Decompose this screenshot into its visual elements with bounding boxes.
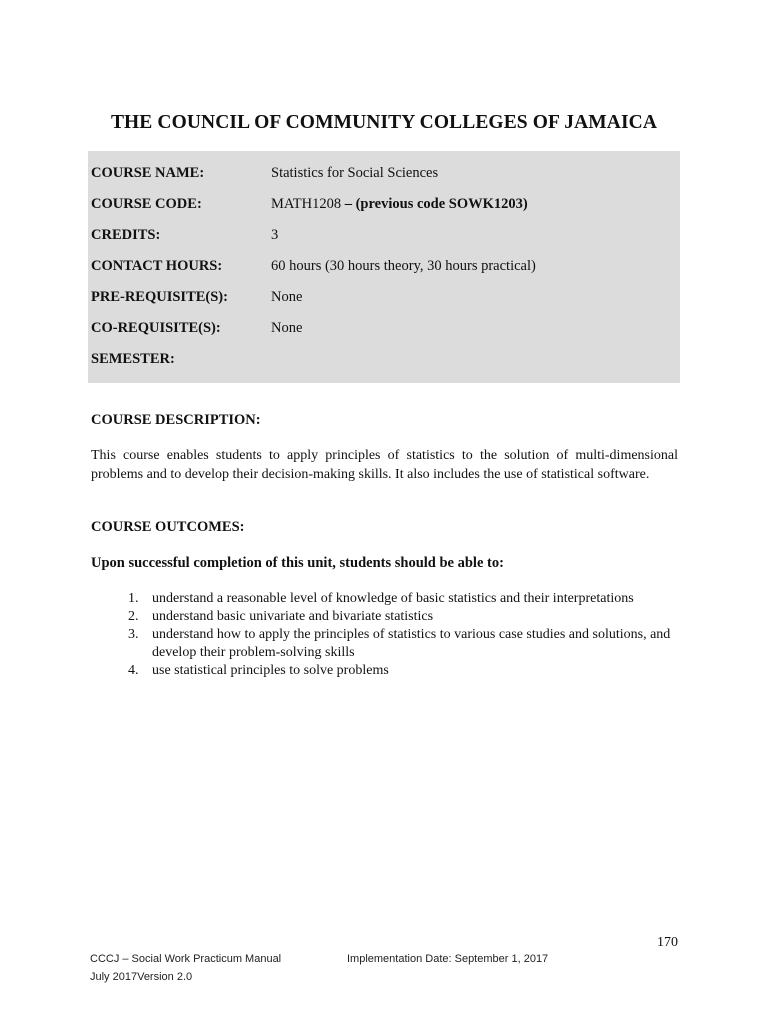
list-item [91, 590, 691, 608]
outcomes-lead: Upon successful completion of this unit, students should be able to: [91, 555, 504, 571]
course-description-text: This course enables students to apply principles of statistics to the solution of multi-dimensional problems and to develop their decision-making skills. It also includes the use of statistical software. [91, 448, 678, 482]
course-name-value: Statistics for Social Sciences [271, 165, 439, 181]
prerequisites-label: PRE-REQUISITE(S): [91, 289, 228, 305]
list-item-text: use statistical principles to solve problems [152, 663, 389, 678]
footer-manual: CCCJ – Social Work Practicum Manual [90, 953, 282, 965]
corequisites-label: CO-REQUISITE(S): [91, 320, 221, 336]
course-code-label: COURSE CODE: [91, 196, 202, 212]
page-number: 170 [657, 935, 678, 950]
list-item-number: 4. [128, 663, 139, 678]
outcomes-list [91, 590, 691, 680]
list-item-text: understand basic univariate and bivariate statistics [152, 609, 434, 624]
contact-hours-value: 60 hours (30 hours theory, 30 hours practical) [271, 258, 536, 274]
list-item [91, 608, 691, 626]
footer-implementation-date: Implementation Date: September 1, 2017 [347, 953, 549, 965]
course-code-value: MATH1208 [271, 196, 342, 212]
list-item-number: 2. [128, 609, 139, 624]
corequisites-value: None [271, 320, 303, 336]
semester-label: SEMESTER: [91, 351, 175, 367]
footer-version: July 2017Version 2.0 [90, 971, 193, 983]
course-outcomes-heading: COURSE OUTCOMES: [91, 519, 245, 535]
credits-label: CREDITS: [91, 227, 161, 243]
list-item-text: understand a reasonable level of knowledge of basic statistics and their interpretations [152, 591, 634, 606]
course-code-previous: – (previous code SOWK1203) [341, 196, 528, 212]
contact-hours-label: CONTACT HOURS: [91, 258, 223, 274]
course-name-label: COURSE NAME: [91, 165, 205, 181]
credits-value: 3 [271, 227, 279, 243]
prerequisites-value: None [271, 289, 303, 305]
list-item-number: 1. [128, 591, 139, 606]
list-item [91, 626, 691, 662]
document-title: THE COUNCIL OF COMMUNITY COLLEGES OF JAMAICA [110, 112, 658, 133]
course-code-value-group [271, 194, 528, 214]
list-item-number: 3. [128, 627, 139, 642]
list-item [91, 662, 691, 680]
course-description-heading: COURSE DESCRIPTION: [91, 412, 261, 428]
list-item-text: understand how to apply the principles of statistics to various case studies and solutions, and develop their problem-solving skills [152, 627, 671, 660]
course-info-box [88, 151, 680, 383]
